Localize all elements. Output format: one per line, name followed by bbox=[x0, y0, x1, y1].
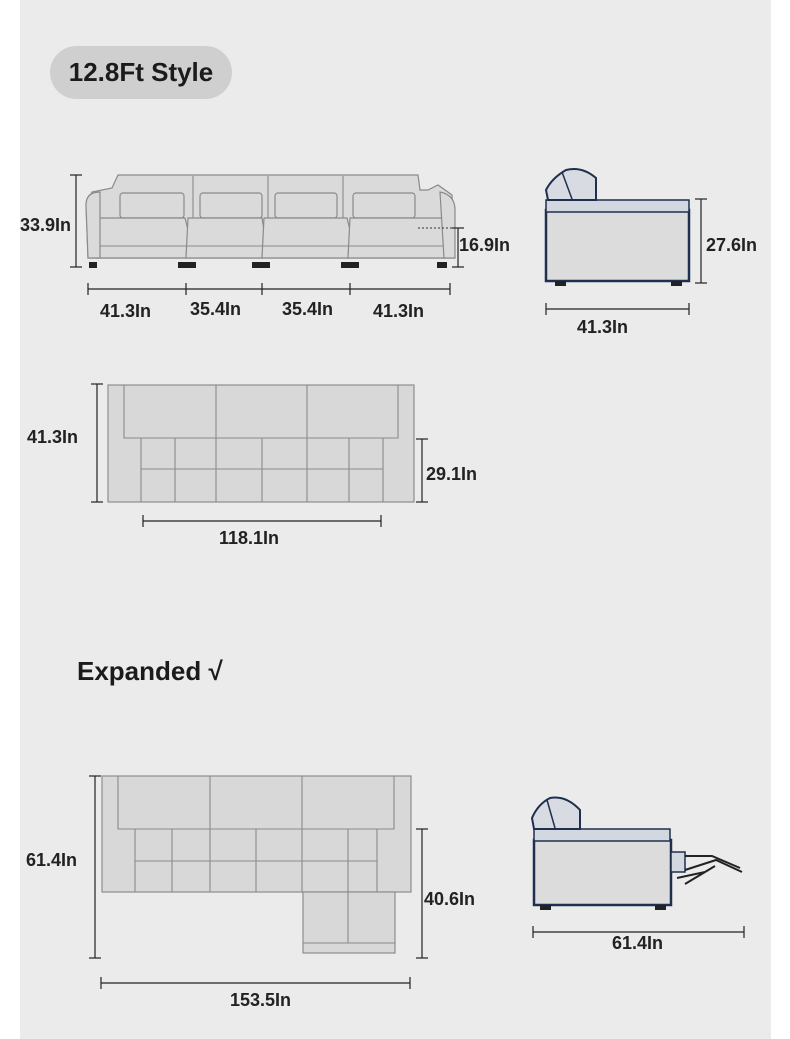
style-badge-label: 12.8Ft Style bbox=[68, 57, 214, 87]
front-width-label-1: 41.3In bbox=[100, 301, 152, 321]
front-width-label-2: 35.4In bbox=[190, 299, 242, 319]
side-depth-dimension bbox=[546, 303, 689, 315]
front-width-label-3: 35.4In bbox=[282, 299, 334, 319]
top-seat-depth-label: 29.1In bbox=[426, 464, 478, 484]
front-height-dimension bbox=[70, 175, 82, 267]
top-seat-width-label: 118.1In bbox=[219, 528, 280, 548]
front-width-label-4: 41.3In bbox=[373, 301, 425, 321]
expanded-top-view-sofa bbox=[102, 776, 411, 953]
top-depth-dimension bbox=[91, 384, 103, 502]
expanded-title: Expanded √ bbox=[77, 656, 223, 686]
front-width-dimension bbox=[88, 283, 450, 295]
front-view-sofa bbox=[86, 175, 455, 268]
expanded-width-dimension bbox=[101, 977, 410, 989]
top-seat-width-dimension bbox=[143, 515, 381, 527]
expanded-side-depth-label: 61.4In bbox=[612, 933, 664, 953]
side-depth-label: 41.3In bbox=[577, 317, 629, 337]
top-depth-label: 41.3In bbox=[27, 427, 79, 447]
side-height-label: 27.6In bbox=[706, 235, 758, 255]
side-view-sofa bbox=[546, 169, 689, 286]
front-height-label: 33.9In bbox=[20, 215, 72, 235]
expanded-width-label: 153.5In bbox=[230, 990, 292, 1010]
expanded-side-view-sofa bbox=[532, 798, 742, 911]
expanded-depth-dimension bbox=[89, 776, 101, 958]
expanded-depth-label: 61.4In bbox=[26, 850, 78, 870]
expanded-chaise-label: 40.6In bbox=[424, 889, 476, 909]
top-view-sofa bbox=[108, 385, 414, 502]
seat-height-label: 16.9In bbox=[459, 235, 511, 255]
